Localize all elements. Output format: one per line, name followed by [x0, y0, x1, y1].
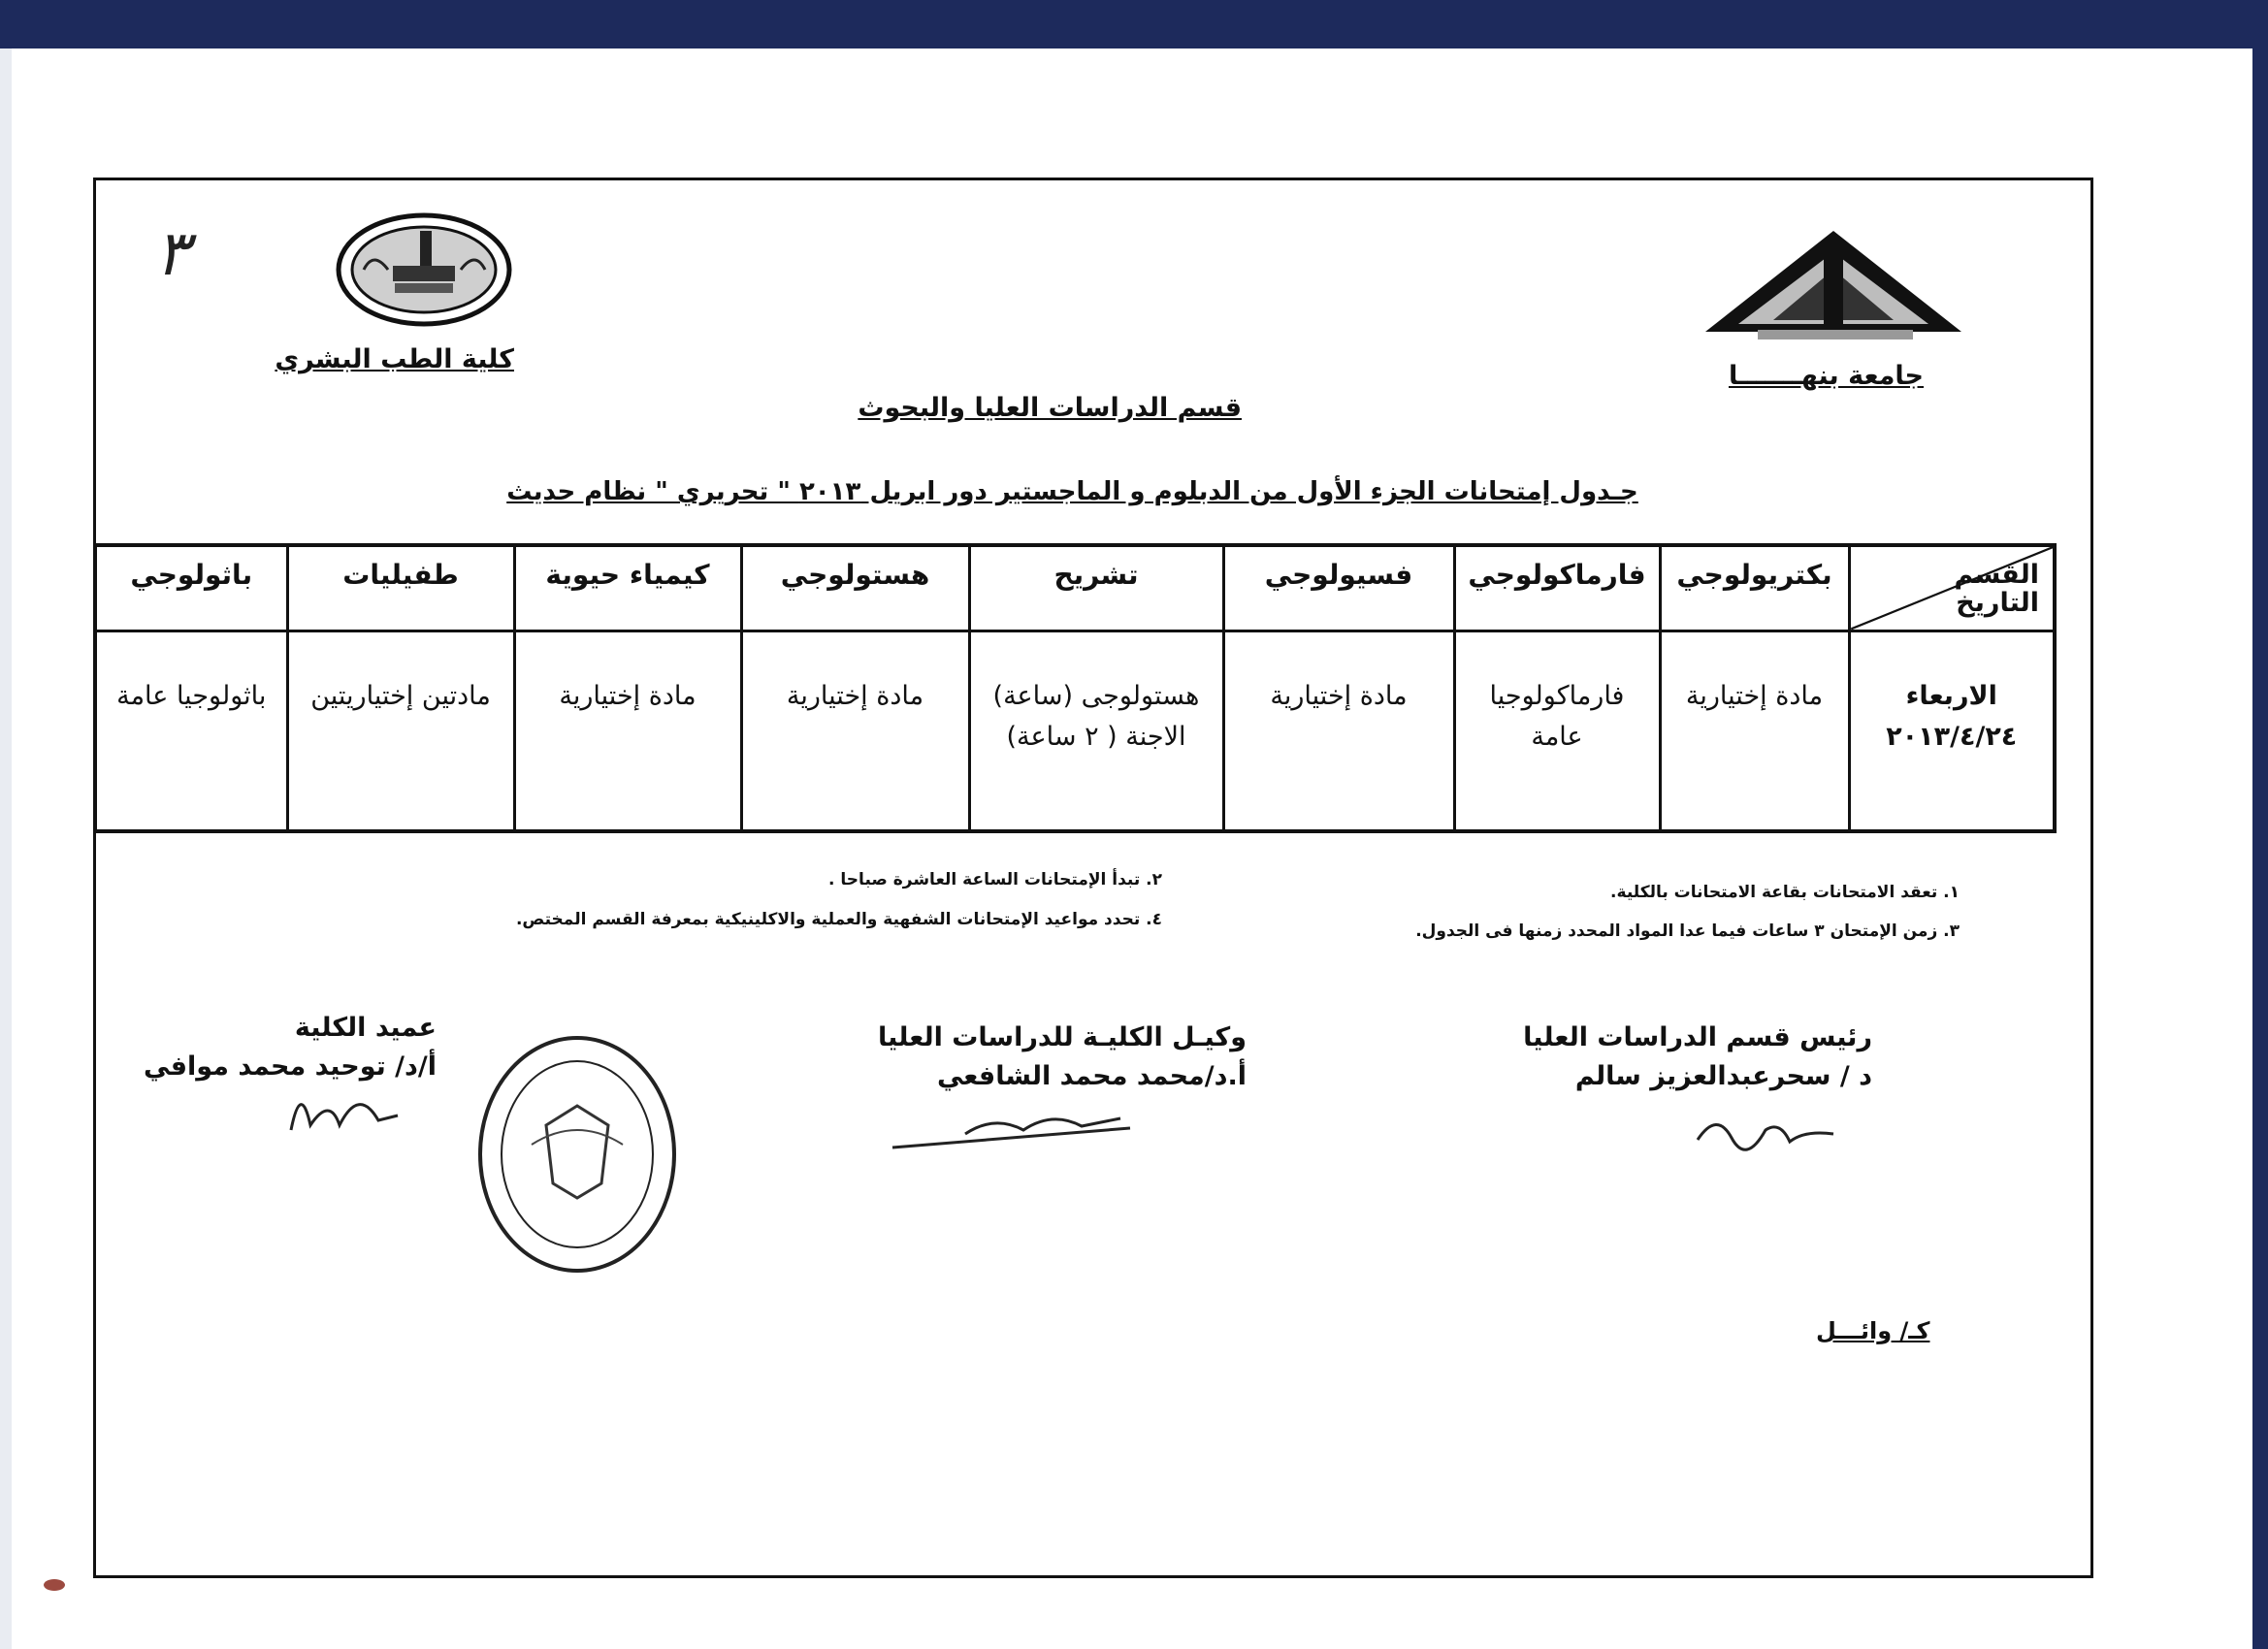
column-header: طفيليات — [287, 545, 514, 630]
ink-blot — [44, 1579, 65, 1591]
scan-edge-top — [0, 0, 2268, 48]
column-header: فارماكولوجي — [1454, 545, 1660, 630]
table-cell: هستولوجى (ساعة) الاجنة ( ٢ ساعة) — [969, 630, 1223, 831]
corner-department-label: القسم — [1954, 560, 2039, 590]
signatory-title: رئيس قسم الدراسات العليا — [1523, 1022, 1872, 1052]
column-header: فسيولوجي — [1223, 545, 1454, 630]
faculty-seal-icon — [335, 211, 514, 328]
signatory-name: د / سحرعبدالعزيز سالم — [1574, 1061, 1872, 1091]
schedule-title: جـدول إمتحانات الجزء الأول من الدبلوم و الماجستير دور ابريل ٢٠١٣ " تحريري " نظام حديث — [506, 477, 1638, 506]
column-header: كيمياء حيوية — [514, 545, 741, 630]
handwritten-signature-dean — [281, 1077, 407, 1145]
column-header: تشريح — [969, 545, 1223, 630]
table-cell: مادة إختيارية — [514, 630, 741, 831]
signatory-title: وكيـل الكليـة للدراسات العليا — [878, 1022, 1247, 1052]
corner-cell — [1849, 545, 2055, 630]
table-cell: مادة إختيارية — [1223, 630, 1454, 831]
table-cell: فارماكولوجيا عامة — [1454, 630, 1660, 831]
date-cell — [1849, 630, 2055, 831]
note-2: ٢. تبدأ الإمتحانات الساعة العاشرة صباحا . — [828, 870, 1162, 889]
exam-day: الاربعاء — [1905, 680, 1997, 711]
note-3: ٣. زمن الإمتحان ٣ ساعات فيما عدا المواد المحدد زمنها فى الجدول. — [1415, 922, 1960, 941]
table-header-row — [95, 545, 2055, 630]
handwritten-signature-head — [1688, 1101, 1843, 1154]
table-cell: مادة إختيارية — [1660, 630, 1849, 831]
column-header: بكتريولوجي — [1660, 545, 1849, 630]
corner-date-label: التاريخ — [1956, 587, 2039, 618]
table-row — [95, 630, 2055, 831]
handwritten-signature-vice-dean — [888, 1101, 1145, 1154]
signatory-name: أ/د/ توحيد محمد موافي — [144, 1051, 437, 1082]
university-name: جامعة بنهـــــــا — [1728, 361, 1925, 391]
signatory-name: أ.د/محمد محمد الشافعي — [936, 1061, 1247, 1091]
clerk-initials: كـ/ وائـــل — [1816, 1317, 1930, 1344]
note-4: ٤. تحدد مواعيد الإمتحانات الشفهية والعملية والاكلينيكية بمعرفة القسم المختص. — [515, 910, 1162, 929]
university-logo-icon — [1700, 223, 1966, 344]
official-stamp-icon — [473, 1028, 682, 1280]
signature-block-dean — [144, 1009, 437, 1086]
column-header: باثولوجي — [95, 545, 287, 630]
department-heading: قسم الدراسات العليا والبحوث — [858, 393, 1242, 423]
exam-date: ٢٠١٣/٤/٢٤ — [1886, 721, 2018, 752]
signatory-title: عميد الكلية — [294, 1013, 437, 1043]
column-header: هستولوجي — [741, 545, 969, 630]
scan-edge-left — [0, 48, 12, 1649]
scan-edge-right — [2252, 0, 2268, 1649]
page-number: ٣ — [155, 218, 189, 290]
table-cell: مادتين إختياريتين — [287, 630, 514, 831]
table-cell: باثولوجيا عامة — [95, 630, 287, 831]
exam-schedule-table — [93, 543, 2057, 833]
table-cell: مادة إختيارية — [741, 630, 969, 831]
signature-block-head — [1513, 1018, 1872, 1096]
faculty-name: كلية الطب البشري — [275, 344, 514, 374]
note-1: ١. تعقد الامتحانات بقاعة الامتحانات بالكلية. — [1610, 883, 1960, 902]
signature-block-vice-dean — [878, 1018, 1247, 1096]
